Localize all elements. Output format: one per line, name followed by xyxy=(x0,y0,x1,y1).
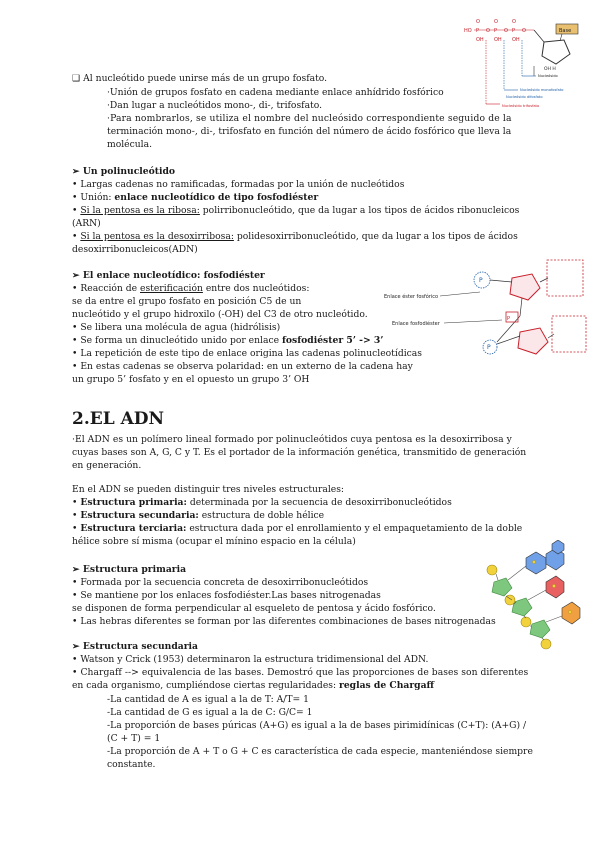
arrow-bullet-icon: ➢ xyxy=(72,641,80,652)
label-base: Base xyxy=(559,28,572,34)
phosphodiester-figure xyxy=(382,250,592,380)
svg-text:P: P xyxy=(507,316,511,322)
enlace-line-2: se da entre el grupo fosfato en posición C5 de un xyxy=(72,296,302,307)
enlace-line-5: • Se forma un dinucleótido unido por enlace fosfodiéster 5’ -> 3’ xyxy=(72,335,384,346)
svg-text:O: O xyxy=(522,28,526,34)
nucleotide-phosphate-figure xyxy=(462,10,590,110)
svg-text:HO: HO xyxy=(464,28,472,34)
chargaff-rule-3-cont: (C + T) = 1 xyxy=(107,733,161,744)
secundaria-line-2: • Chargaff --> equivalencia de las bases. Demostró que las proporciones de bases son diferentes xyxy=(72,667,529,678)
polinucleotido-title: ➢ Un polinucleótido xyxy=(72,166,176,177)
svg-text:OH H: OH H xyxy=(544,67,556,72)
levels-intro: En el ADN se pueden distinguir tres niveles estructurales: xyxy=(72,484,345,495)
svg-text:P: P xyxy=(479,277,483,284)
enlace-line-4: • Se libera una molécula de agua (hidrólisis) xyxy=(72,322,281,333)
polinucleotido-line-6: desoxirribonucleicos(ADN) xyxy=(72,244,198,255)
level-3: • Estructura terciaria: estructura dada por el enrollamiento y el empaquetamiento de la doble xyxy=(72,523,523,534)
chargaff-rule-2: -La cantidad de G es igual a la de C: G/C= 1 xyxy=(107,707,313,718)
dna-strand-figure xyxy=(486,540,590,652)
svg-text:P: P xyxy=(494,28,498,34)
point-line-4: terminación mono-, di-, trifosfato en función del número de ácido fosfórico que lleva la xyxy=(107,126,512,137)
arrow-bullet-icon: ➢ xyxy=(72,564,80,575)
enlace-line-6: • La repetición de este tipo de enlace origina las cadenas polinucleotídicas xyxy=(72,348,422,359)
svg-text:O: O xyxy=(476,19,480,25)
chargaff-rule-3: -La proporción de bases púricas (A+G) es igual a la de bases pirimidínicas (C+T): (A+G) / xyxy=(107,720,527,731)
label-triphosphate: Nucleósido trifosfato xyxy=(502,104,540,108)
primaria-title: ➢ Estructura primaria xyxy=(72,564,187,575)
secundaria-line-1: • Watson y Crick (1953) determinaron la estructura tridimensional del ADN. xyxy=(72,654,429,665)
enlace-line-7: • En estas cadenas se observa polaridad: en un externo de la cadena hay xyxy=(72,361,413,372)
adn-heading: 2.EL ADN xyxy=(72,409,165,429)
svg-text:O: O xyxy=(504,28,508,34)
svg-text:OH: OH xyxy=(512,37,520,43)
chargaff-rule-1: -La cantidad de A es igual a la de T: A/T= 1 xyxy=(107,694,309,705)
svg-text:O: O xyxy=(494,19,498,25)
label-ester-bond: Enlace éster fosfórico xyxy=(384,294,439,300)
svg-text:P: P xyxy=(476,28,480,34)
svg-text:O: O xyxy=(486,28,490,34)
polinucleotido-line-3: • Si la pentosa es la ribosa: polirribonucleótido, que da lugar a los tipos de ácidos ribonucleicos xyxy=(72,205,520,216)
enlace-title: ➢ El enlace nucleotídico: fosfodiéster xyxy=(72,270,265,281)
primaria-line-4: • Las hebras diferentes se forman por las diferentes combinaciones de bases nitrogenadas xyxy=(72,616,496,627)
enlace-line-1: • Reacción de esterificación entre dos nucleótidos: xyxy=(72,283,310,294)
enlace-line-3: nucleótido y el grupo hidroxilo (-OH) del C3 de otro nucleótido. xyxy=(72,309,368,320)
arrow-bullet-icon: ➢ xyxy=(72,166,80,177)
point-line-3: ·Para nombrarlos, se utiliza el nombre del nucleósido correspondiente seguido de la xyxy=(107,113,512,124)
secundaria-title: ➢ Estructura secundaria xyxy=(72,641,198,652)
primaria-line-1: • Formada por la secuencia concreta de desoxirribonucleótidos xyxy=(72,577,369,588)
point-line-2: ·Dan lugar a nucleótidos mono-, di-, trifosfato. xyxy=(107,100,323,111)
adn-para-line-3: en generación. xyxy=(72,460,142,471)
polinucleotido-line-4: (ARN) xyxy=(72,218,101,229)
primaria-line-2: • Se mantiene por los enlaces fosfodiéster.Las bases nitrogenadas xyxy=(72,590,381,601)
adn-para-line-2: cuyas bases son A, G, C y T. Es el portador de la información genética, transmitido de generación xyxy=(72,447,527,458)
level-2: • Estructura secundaria: estructura de doble hélice xyxy=(72,510,325,521)
label-diphosphate: Nucleósido difosfato xyxy=(506,95,543,99)
svg-text:O: O xyxy=(512,19,516,25)
secundaria-line-3: en cada organismo, cumpliéndose ciertas regularidades: reglas de Chargaff xyxy=(72,680,435,691)
label-monophosphate: Nucleósido monofosfato xyxy=(520,88,564,92)
point-line-5: molécula. xyxy=(107,139,153,150)
checkbox-bullet-icon: ❑ xyxy=(72,73,81,84)
level-1: • Estructura primaria: determinada por la secuencia de desoxirribonucleótidos xyxy=(72,497,452,508)
polinucleotido-line-2: • Unión: enlace nucleotídico de tipo fosfodiéster xyxy=(72,192,319,203)
label-phosphodiester-bond: Enlace fosfodiéster xyxy=(392,321,440,327)
svg-text:P: P xyxy=(512,28,516,34)
level-3-cont: hélice sobre sí misma (ocupar el mínino espacio en la célula) xyxy=(72,536,356,547)
arrow-bullet-icon: ➢ xyxy=(72,270,80,281)
chargaff-rule-4: -La proporción de A + T o G + C es característica de cada especie, manteniéndose siempre xyxy=(107,746,533,757)
polinucleotido-line-1: • Largas cadenas no ramificadas, formadas por la unión de nucleótidos xyxy=(72,179,405,190)
svg-text:P: P xyxy=(487,344,491,351)
adn-para-line-1: ·El ADN es un polímero lineal formado por polinucleótidos cuya pentosa es la desoxirribosa y xyxy=(72,434,512,445)
svg-text:OH: OH xyxy=(476,37,484,43)
svg-text:OH: OH xyxy=(494,37,502,43)
polinucleotido-line-5: • Si la pentosa es la desoxirribosa: polidesoxirribonucleótido, que da lugar a los tipos de ácidos xyxy=(72,231,518,242)
enlace-line-8: un grupo 5’ fosfato y en el opuesto un grupo 3’ OH xyxy=(72,374,310,385)
intro-line: ❑ Al nucleótido puede unirse más de un grupo fosfato. xyxy=(72,73,328,84)
primaria-line-3: se disponen de forma perpendicular al esqueleto de pentosa y ácido fosfórico. xyxy=(72,603,436,614)
label-nucleoside: Nucleósido xyxy=(538,74,558,78)
point-line-1: ·Unión de grupos fosfato en cadena mediante enlace anhídrido fosfórico xyxy=(107,87,444,98)
chargaff-rule-4-cont: constante. xyxy=(107,759,156,770)
